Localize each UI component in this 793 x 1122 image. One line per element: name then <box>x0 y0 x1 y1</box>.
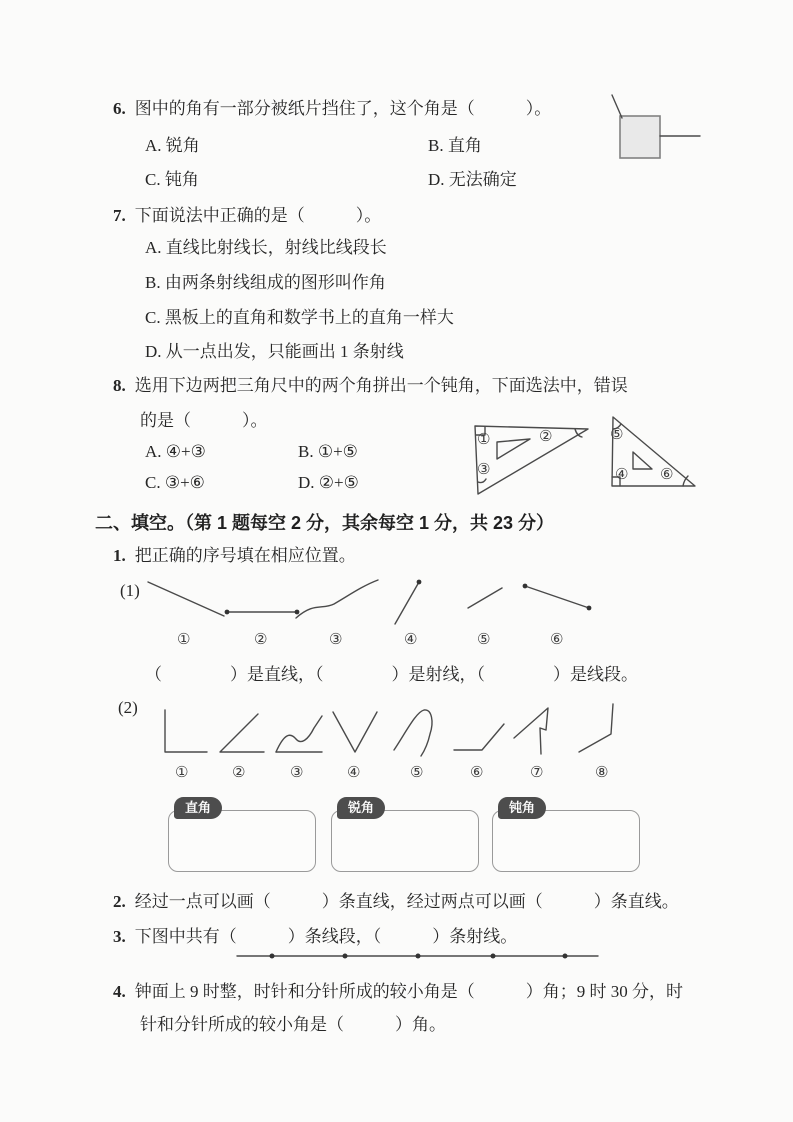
question-text: 图中的角有一部分被纸片挡住了，这个角是（ ）。 <box>134 99 552 118</box>
obtuse-angle-figure <box>450 706 506 758</box>
q8-option-d: D. ②+⑤ <box>298 473 359 492</box>
right-angle-answer-box <box>168 800 316 872</box>
v-angle-figure <box>327 706 383 758</box>
question-2-stem <box>113 891 679 912</box>
question-7-stem <box>113 205 381 226</box>
question-text: 把正确的序号填在相应位置。 <box>134 546 356 565</box>
figure-label: ③ <box>329 630 343 648</box>
obtuse-angle-tab: 钝角 <box>499 798 545 818</box>
segment-figure-2 <box>513 576 603 628</box>
ruler-angle-label-6: ⑥ <box>660 465 674 483</box>
figure-label: ③ <box>290 763 304 781</box>
line-with-points-figure <box>230 946 660 968</box>
figure-label: ④ <box>404 630 418 648</box>
q7-option-d: D. 从一点出发，只能画出 1 条射线 <box>145 342 404 361</box>
q7-option-c: C. 黑板上的直角和数学书上的直角一样大 <box>145 308 454 327</box>
figure-label: ① <box>175 763 189 781</box>
kinked-side-angle-figure <box>510 702 566 758</box>
acute-angle-answer-box <box>331 800 479 872</box>
question-number: 7. <box>113 206 126 225</box>
q8-option-c: C. ③+⑥ <box>145 473 205 492</box>
question-number: 8. <box>113 376 126 395</box>
ruler-angle-label-1: ① <box>477 430 491 448</box>
question-number: 2. <box>113 892 126 911</box>
question-text: 下图中共有（ ）条线段，（ ）条射线。 <box>134 927 518 946</box>
paper-covered-angle-figure <box>595 88 740 168</box>
question-text: 钟面上 9 时整，时针和分针所成的较小角是（ ）角；9 时 30 分，时 <box>134 982 683 1001</box>
question-1-stem <box>113 545 356 566</box>
figure-label: ⑤ <box>477 630 491 648</box>
q6-option-d: D. 无法确定 <box>428 170 517 189</box>
question-4-line1 <box>113 981 683 1002</box>
figure-label: ⑥ <box>470 763 484 781</box>
part-1-label: (1) <box>120 581 140 600</box>
q7-option-b: B. 由两条射线组成的图形叫作角 <box>145 273 386 292</box>
part-2-label: (2) <box>118 698 138 717</box>
question-text: 选用下边两把三角尺中的两个角拼出一个钝角，下面选法中，错误 <box>134 376 628 395</box>
q6-option-c: C. 钝角 <box>145 170 199 189</box>
figure-label: ④ <box>347 763 361 781</box>
figure-label: ⑤ <box>410 763 424 781</box>
question-8-stem-line2: 的是（ ）。 <box>140 411 268 430</box>
acute-angle-figure <box>212 706 268 758</box>
ruler-angle-label-2: ② <box>539 427 553 445</box>
figure-label: ⑥ <box>550 630 564 648</box>
q8-option-a: A. ④+③ <box>145 442 206 461</box>
figure-label: ② <box>232 763 246 781</box>
q7-option-a: A. 直线比射线长，射线比线段长 <box>145 238 387 257</box>
q6-option-a: A. 锐角 <box>145 136 200 155</box>
part-1-answer-line: （ ）是直线，（ ）是射线，（ ）是线段。 <box>145 665 638 684</box>
question-3-stem <box>113 926 517 947</box>
acute-angle-tab: 锐角 <box>338 798 384 818</box>
figure-label: ⑦ <box>530 763 544 781</box>
question-6-stem <box>113 98 551 119</box>
question-8-stem-line1 <box>113 375 628 396</box>
ruler-angle-label-5: ⑤ <box>610 425 624 443</box>
question-number: 6. <box>113 99 126 118</box>
figure-label: ② <box>254 630 268 648</box>
triangle-rulers-figure <box>462 412 712 507</box>
obtuse-angle-answer-box <box>492 800 640 872</box>
question-text: 下面说法中正确的是（ ）。 <box>134 206 382 225</box>
ruler-angle-label-3: ③ <box>477 460 491 478</box>
obtuse-angle-figure-2 <box>575 702 631 758</box>
question-number: 1. <box>113 546 126 565</box>
figure-label: ① <box>177 630 191 648</box>
question-text: 经过一点可以画（ ）条直线，经过两点可以画（ ）条直线。 <box>134 892 679 911</box>
q6-option-b: B. 直角 <box>428 136 482 155</box>
figure-label: ⑧ <box>595 763 609 781</box>
question-number: 4. <box>113 982 126 1001</box>
section-2-header: 二、填空。（第 1 题每空 2 分，其余每空 1 分，共 23 分） <box>95 513 555 533</box>
ruler-angle-label-4: ④ <box>615 465 629 483</box>
question-4-line2: 针和分针所成的较小角是（ ）角。 <box>140 1015 446 1034</box>
q8-option-b: B. ①+⑤ <box>298 442 358 461</box>
right-angle-figure <box>155 706 211 758</box>
wavy-side-angle-figure <box>270 706 326 758</box>
curved-arch-figure <box>390 702 446 758</box>
question-number: 3. <box>113 927 126 946</box>
right-angle-tab: 直角 <box>175 798 221 818</box>
